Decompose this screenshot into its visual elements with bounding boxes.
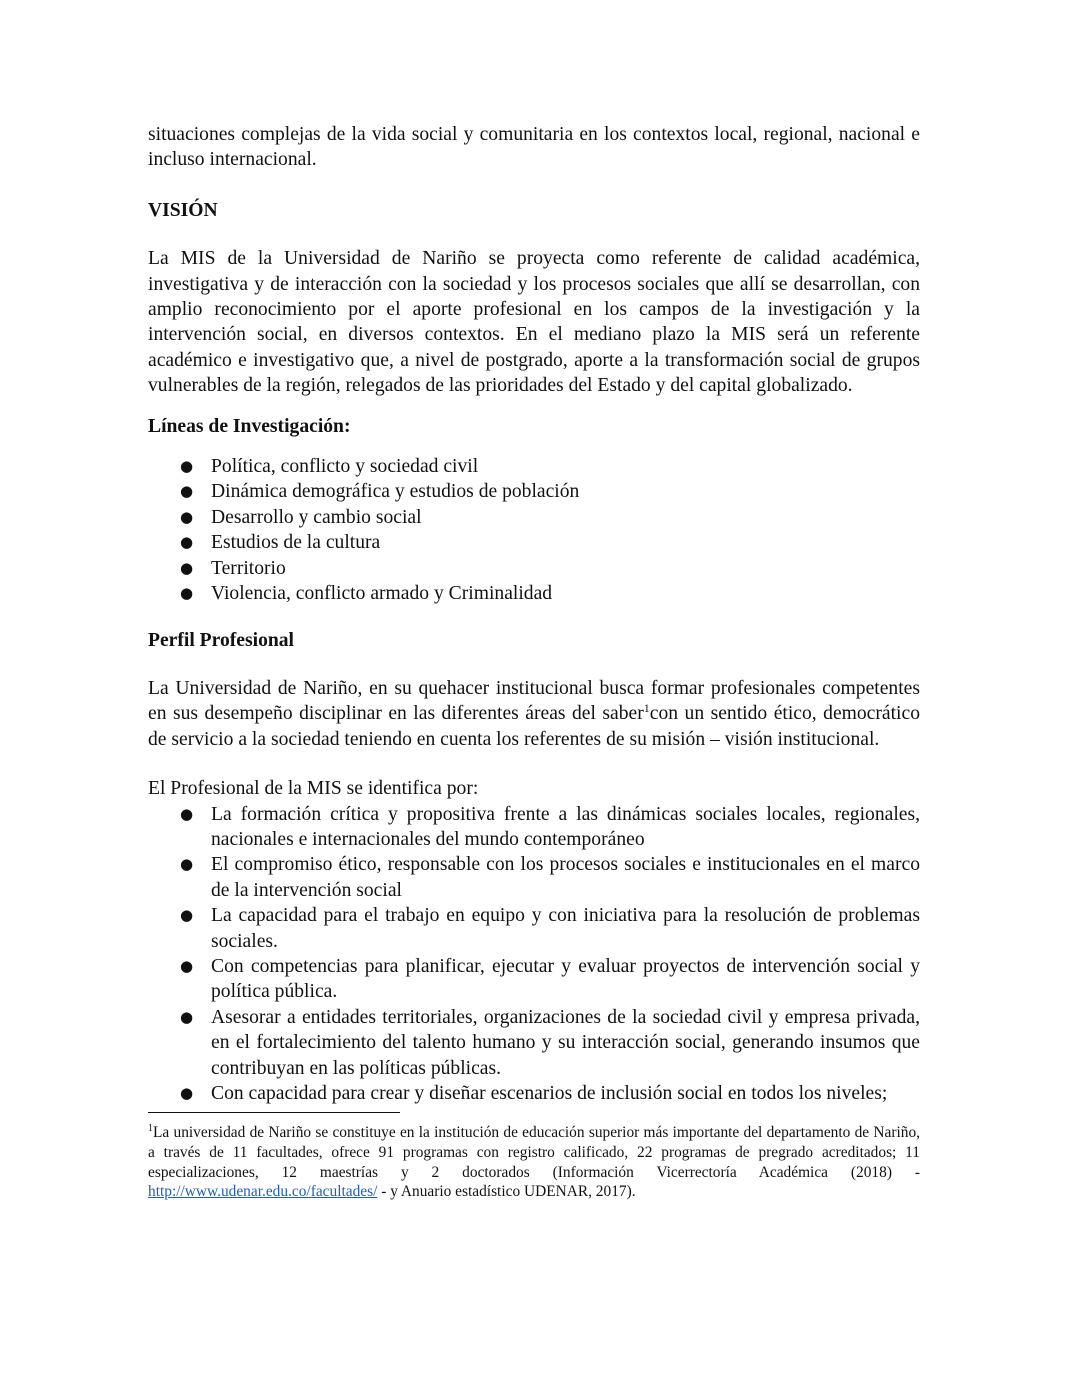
list-item: ● Con capacidad para crear y diseñar escenarios de inclusión social en todos los niveles; bbox=[148, 1081, 920, 1106]
bullet-icon: ● bbox=[180, 482, 194, 501]
list-item: ● La formación crítica y propositiva frente a las dinámicas sociales locales, regionales, nacionales e internacionales del mundo contemporáneo bbox=[180, 803, 920, 850]
profile-list bbox=[148, 802, 920, 1107]
list-item: ● Estudios de la cultura bbox=[148, 530, 920, 555]
list-item: ● Con competencias para planificar, ejecutar y evaluar proyectos de intervención social y política pública. bbox=[180, 955, 920, 1003]
footnote-divider bbox=[148, 1112, 400, 1113]
research-lines-heading: Líneas de Investigación: bbox=[148, 415, 351, 437]
bullet-icon: ● bbox=[180, 855, 194, 874]
footnote-number: 1 bbox=[148, 1123, 153, 1135]
bullet-icon: ● bbox=[180, 906, 194, 925]
list-item: ● Dinámica demográfica y estudios de población bbox=[148, 479, 920, 504]
footnote: $^1$La universidad de Nariño se constituye en la institución de educación superior más importante del departamento de Nariño, a través de 11 facultades, ofrece 91 programas con registro calificado, 22 programas de pregrado acreditados; 11 especializaciones, 12 maestrías y 2 doctorados (Información Vicerrectoría Académica (2018) - http://www.udenar.edu.co/facultades/ - y Anuario estadístico UDENAR, 2017). bbox=[148, 1123, 920, 1201]
bullet-icon: ● bbox=[180, 1084, 194, 1102]
intro-paragraph: situaciones complejas de la vida social y comunitaria en los contextos local, regional, nacional e incluso internacional. bbox=[148, 124, 920, 171]
list-item: ● La capacidad para el trabajo en equipo y con iniciativa para la resolución de problemas sociales. bbox=[180, 905, 920, 952]
bullet-icon: ● bbox=[180, 584, 194, 603]
profile-heading: Perfil Profesional bbox=[148, 629, 295, 651]
profile-paragraph: La Universidad de Nariño, en su quehacer institucional busca formar profesionales competentes en sus desempeño disciplinar en las diferentes áreas del saber$^1$con un sentido ético, democrático de servicio a la sociedad teniendo en cuenta los referentes de su misión – visión institucional. bbox=[148, 677, 920, 750]
list-item: ● Desarrollo y cambio social bbox=[148, 505, 920, 530]
bullet-icon: ● bbox=[180, 804, 194, 823]
bullet-icon: ● bbox=[180, 533, 194, 552]
vision-heading: VISIÓN bbox=[148, 199, 218, 221]
bullet-icon: ● bbox=[180, 507, 194, 526]
list-item: ● Política, conflicto y sociedad civil bbox=[148, 454, 920, 479]
bullet-icon: ● bbox=[180, 457, 194, 476]
list-item: ● Territorio bbox=[148, 556, 920, 581]
bullet-icon: ● bbox=[180, 1007, 194, 1026]
research-lines-list bbox=[148, 454, 920, 606]
list-item: ● Violencia, conflicto armado y Criminalidad bbox=[148, 581, 920, 606]
profile-list-intro: El Profesional de la MIS se identifica por: bbox=[148, 778, 479, 800]
document-page bbox=[148, 122, 920, 1202]
list-item: ● Asesorar a entidades territoriales, organizaciones de la sociedad civil y empresa privada, en el fortalecimiento del talento humano y su interacción social, generando insumos que contribuyan en las políticas públicas. bbox=[180, 1006, 920, 1079]
bullet-icon: ● bbox=[180, 956, 194, 975]
facultades-link[interactable]: http://www.udenar.edu.co/facultades/ bbox=[148, 1183, 378, 1201]
list-item: ● El compromiso ético, responsable con los procesos sociales e institucionales en el marco de la intervención social bbox=[180, 854, 920, 901]
bullet-icon: ● bbox=[180, 558, 194, 577]
footnote-reference[interactable]: 1 bbox=[643, 701, 650, 716]
vision-paragraph: La MIS de la Universidad de Nariño se proyecta como referente de calidad académica, investigativa y de interacción con la sociedad y los procesos sociales que allí se desarrollan, con amplio reconocimiento por el aporte profesional en los campos de la investigación y la intervención social, en diversos contextos. En el mediano plazo la MIS será un referente académico e investigativo que, a nivel de postgrado, aporte a la transformación social de grupos vulnerables de la región, relegados de las prioridades del Estado y del capital globalizado. bbox=[148, 248, 920, 397]
